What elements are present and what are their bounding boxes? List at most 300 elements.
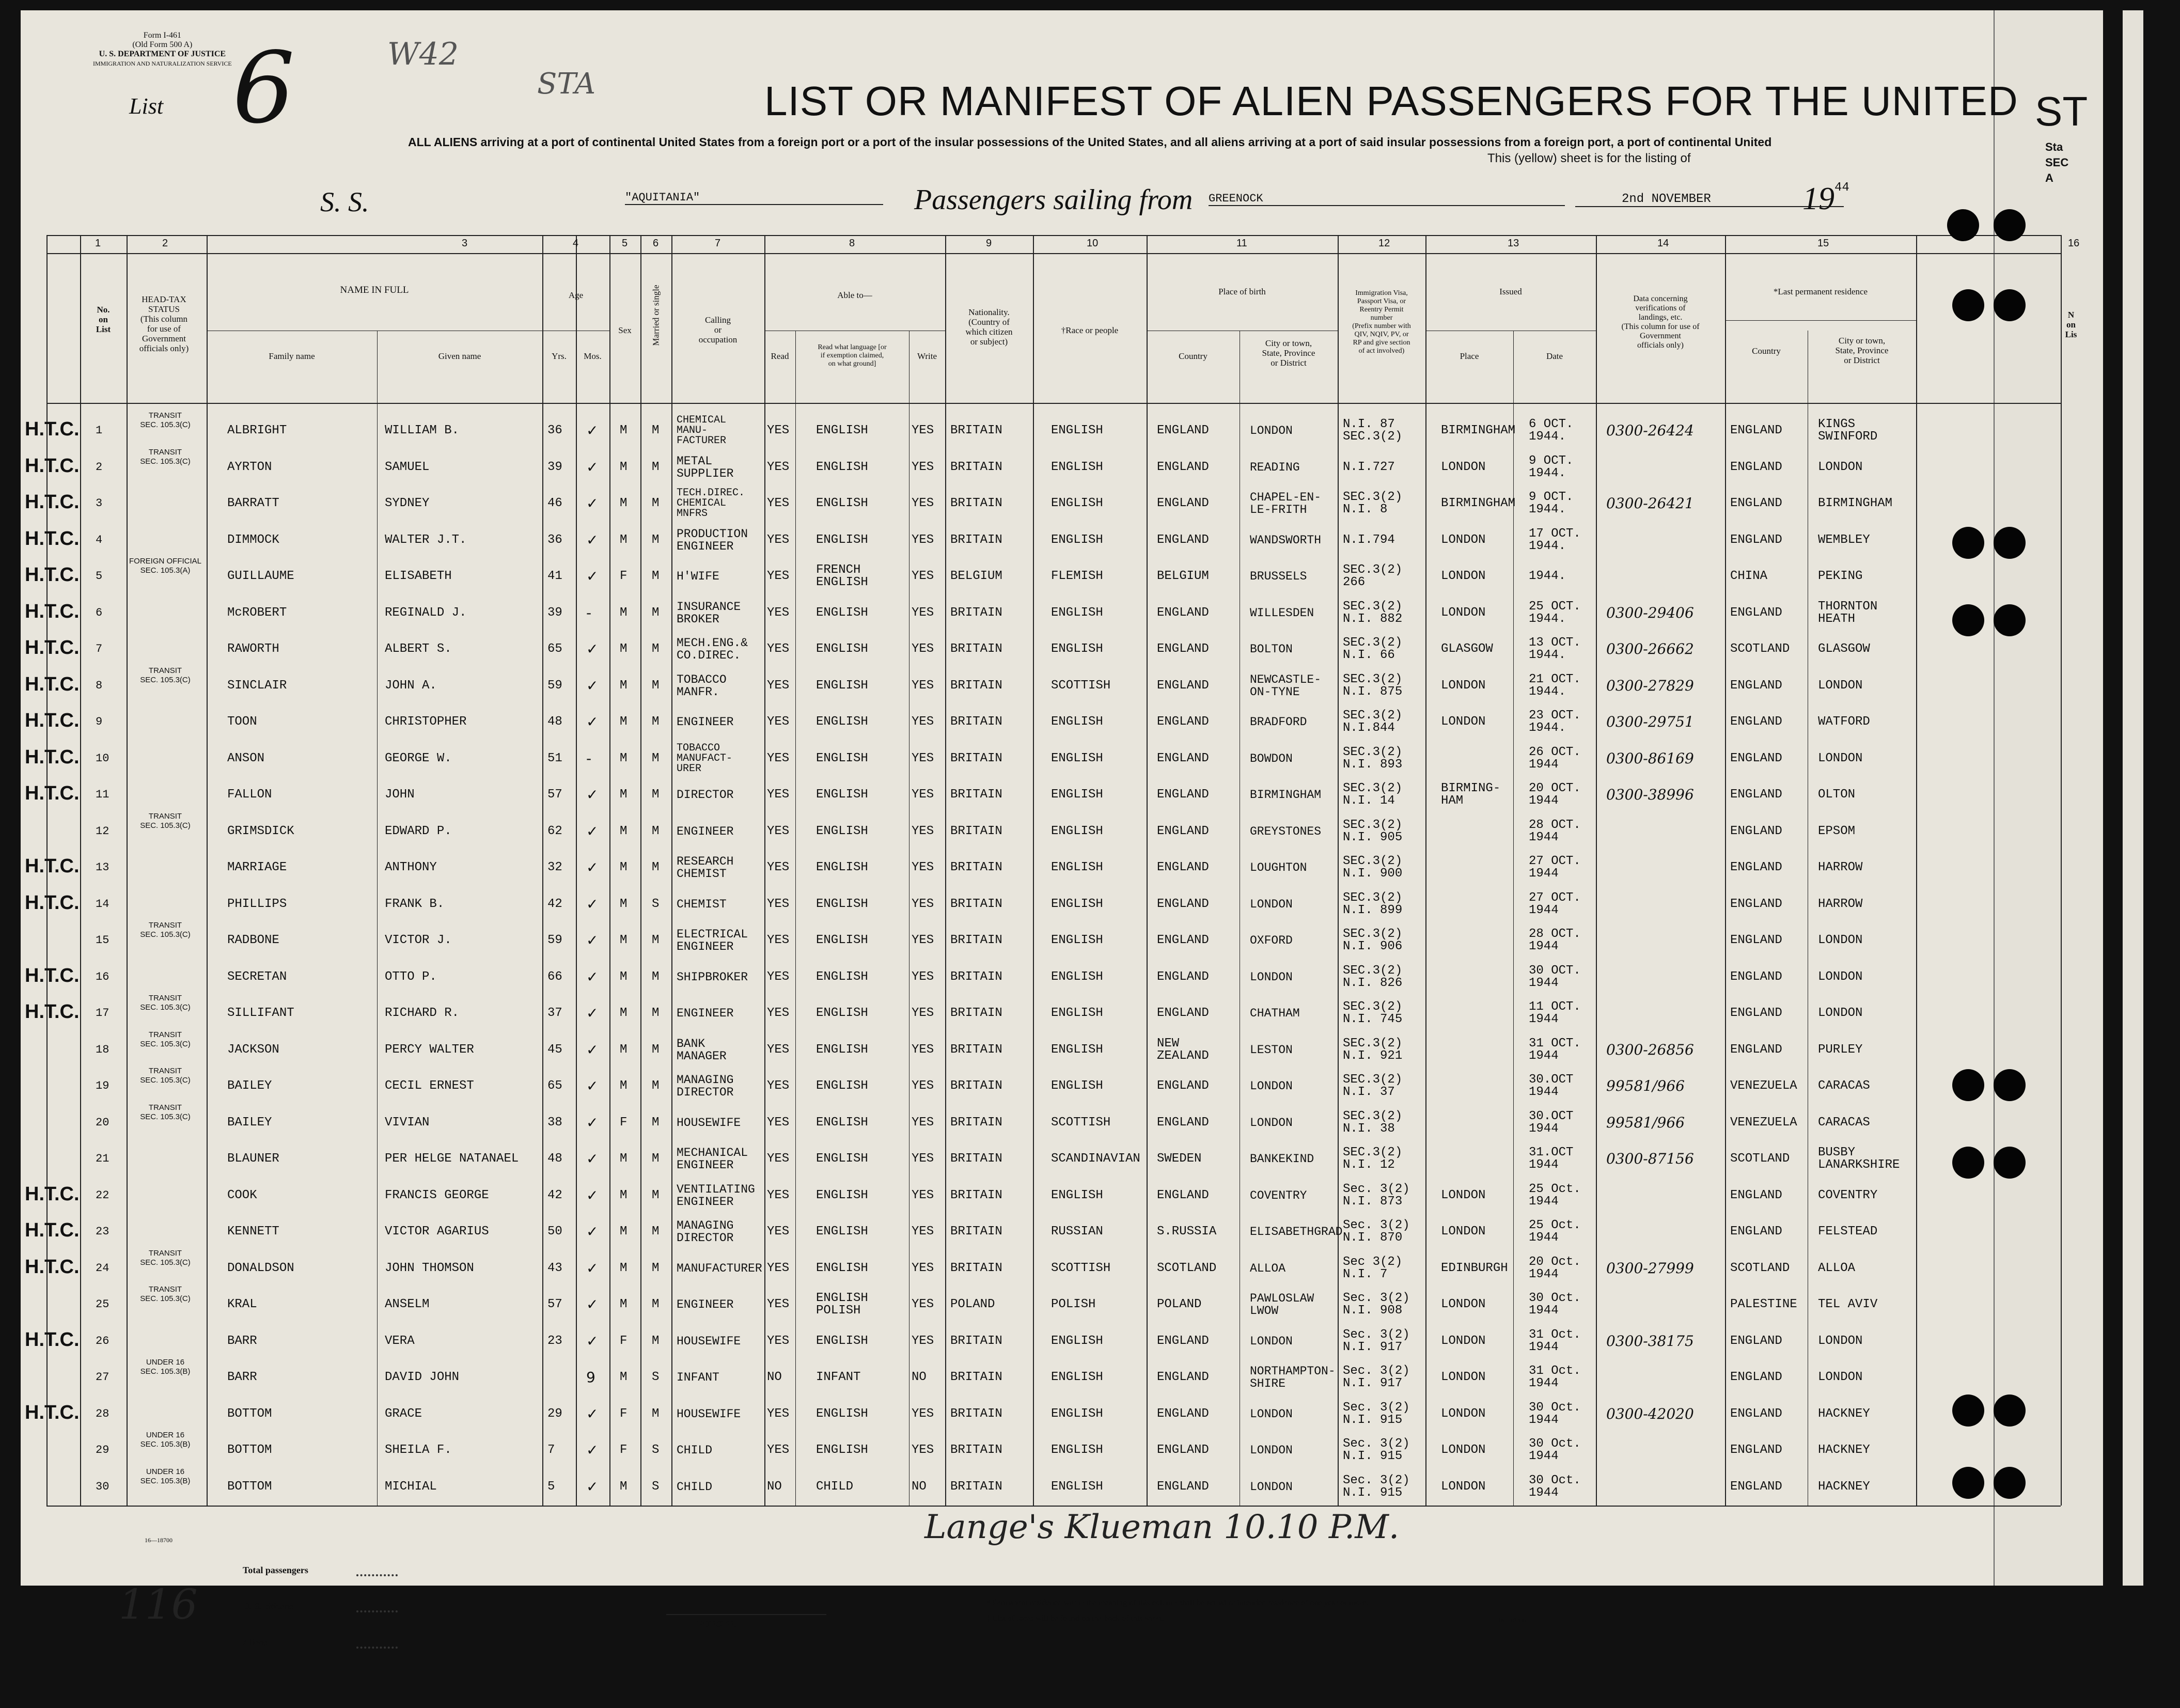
nationality: BRITAIN <box>950 715 1002 729</box>
visa-number: SEC.3(2) N.I. 8 <box>1343 490 1403 516</box>
age-years: 65 <box>547 1079 562 1093</box>
column-number: 10 <box>1087 238 1099 249</box>
row-number: 18 <box>96 1043 109 1056</box>
residence-country: ENGLAND <box>1730 1334 1782 1348</box>
given-name: CHRISTOPHER <box>385 715 467 729</box>
can-write: YES <box>912 605 934 620</box>
list-label: List <box>129 93 164 119</box>
row-number: 16 <box>96 970 109 983</box>
read-language: ENGLISH <box>816 1188 868 1202</box>
row-number: 23 <box>96 1225 109 1238</box>
header-given: Given name <box>438 351 481 361</box>
birth-country: ENGLAND <box>1157 933 1209 947</box>
can-read: YES <box>767 715 790 729</box>
birth-city: LESTON <box>1250 1043 1293 1057</box>
header-sex: Sex <box>618 325 632 335</box>
nationality: BRITAIN <box>950 1079 1002 1093</box>
residence-country: ENGLAND <box>1730 496 1782 510</box>
issue-date: 30.OCT 1944 <box>1529 1073 1574 1099</box>
age-years: 41 <box>547 569 562 583</box>
marital-status: M <box>652 678 660 693</box>
sex: F <box>620 569 628 583</box>
age-years: 23 <box>547 1334 562 1348</box>
nationality: BRITAIN <box>950 751 1002 765</box>
age-years: 36 <box>547 532 562 547</box>
birth-country: ENGLAND <box>1157 496 1209 510</box>
race: SCANDINAVIAN <box>1051 1152 1140 1166</box>
age-months: ✓ <box>586 1223 599 1240</box>
family-name: DIMMOCK <box>227 532 279 547</box>
residence-city: BUSBY LANARKSHIRE <box>1818 1146 1900 1172</box>
issue-date: 28 OCT. 1944 <box>1529 927 1581 953</box>
nationality: BRITAIN <box>950 1042 1002 1057</box>
marital-status: M <box>652 569 660 583</box>
age-years: 59 <box>547 933 562 947</box>
given-name: MICHIAL <box>385 1479 437 1494</box>
nationality: BRITAIN <box>950 1188 1002 1202</box>
head-tax-status: UNDER 16 SEC. 105.3(B) <box>140 1358 191 1376</box>
head-tax-mark: H.T.C. <box>25 1001 80 1023</box>
birth-city: BANKEKIND <box>1250 1152 1314 1166</box>
birth-city: COVENTRY <box>1250 1188 1307 1202</box>
visa-number: SEC.3(2) N.I. 745 <box>1343 1000 1403 1026</box>
can-write: YES <box>912 1079 934 1093</box>
given-name: VERA <box>385 1334 415 1348</box>
race: ENGLISH <box>1051 1042 1103 1057</box>
can-read: YES <box>767 1261 790 1275</box>
race: ENGLISH <box>1051 1188 1103 1202</box>
can-write: YES <box>912 1225 934 1239</box>
visa-number: Sec 3(2) N.I. 7 <box>1343 1255 1403 1281</box>
can-read: YES <box>767 1042 790 1057</box>
verification: 0300-26421 <box>1606 495 1694 512</box>
grid-vline <box>2061 235 2062 1506</box>
head-tax-status: UNDER 16 SEC. 105.3(B) <box>140 1467 191 1485</box>
nationality: BRITAIN <box>950 1479 1002 1494</box>
sex: M <box>620 1079 628 1093</box>
given-name: OTTO P. <box>385 969 437 984</box>
birth-city: LOUGHTON <box>1250 861 1307 874</box>
occupation: ENGINEER <box>677 715 734 729</box>
can-write: YES <box>912 1261 934 1275</box>
sex: F <box>620 1406 628 1421</box>
can-read: YES <box>767 642 790 656</box>
family-name: BAILEY <box>227 1115 272 1130</box>
age-years: 39 <box>547 460 562 474</box>
verification: 0300-26662 <box>1606 640 1694 657</box>
given-name: RICHARD R. <box>385 1006 460 1020</box>
birth-country: ENGLAND <box>1157 1443 1209 1457</box>
header-yrs: Yrs. <box>552 351 567 361</box>
read-language: ENGLISH POLISH <box>816 1291 868 1318</box>
race: POLISH <box>1051 1297 1096 1311</box>
family-name: COOK <box>227 1188 257 1202</box>
residence-country: ENGLAND <box>1730 715 1782 729</box>
head-tax-mark: H.T.C. <box>25 491 80 513</box>
row-number: 12 <box>96 824 109 838</box>
head-tax-mark: H.T.C. <box>25 418 80 440</box>
age-months: ✓ <box>586 1150 599 1167</box>
residence-country: ENGLAND <box>1730 532 1782 547</box>
age-months: ✓ <box>586 1296 599 1313</box>
given-name: CECIL ERNEST <box>385 1079 474 1093</box>
subtitle-2: This (yellow) sheet is for the listing of <box>1487 151 1691 165</box>
column-number: 12 <box>1378 238 1390 249</box>
header-mos: Mos. <box>584 351 602 361</box>
issue-date: 30 OCT. 1944 <box>1529 963 1581 990</box>
head-tax-mark: H.T.C. <box>25 1328 80 1351</box>
race: ENGLISH <box>1051 496 1103 510</box>
sex: M <box>620 1042 628 1057</box>
given-name: JOHN <box>385 788 415 802</box>
given-name: REGINALD J. <box>385 605 467 620</box>
issue-place: LONDON <box>1441 1443 1486 1457</box>
sex: F <box>620 1334 628 1348</box>
visa-number: SEC.3(2) N.I. 38 <box>1343 1109 1403 1136</box>
birth-country: ENGLAND <box>1157 678 1209 693</box>
visa-number: Sec. 3(2) N.I. 873 <box>1343 1182 1410 1209</box>
issue-date: 31.OCT 1944 <box>1529 1146 1574 1172</box>
age-years: 51 <box>547 751 562 765</box>
sex: M <box>620 1479 628 1494</box>
age-months: ✓ <box>586 822 599 840</box>
issue-date: 6 OCT. 1944. <box>1529 417 1574 444</box>
birth-country: ENGLAND <box>1157 1406 1209 1421</box>
marital-status: M <box>652 1261 660 1275</box>
family-name: JACKSON <box>227 1042 279 1057</box>
read-language: ENGLISH <box>816 1406 868 1421</box>
residence-country: SCOTLAND <box>1730 642 1790 656</box>
residence-city: HACKNEY <box>1818 1406 1870 1421</box>
verification: 0300-27829 <box>1606 677 1694 694</box>
age-years: 59 <box>547 678 562 693</box>
marital-status: M <box>652 1042 660 1057</box>
header-head-tax: HEAD-TAX STATUS (This column for use of Government officials only) <box>139 294 189 353</box>
grid-hline <box>46 1506 2061 1507</box>
issue-place: LONDON <box>1441 532 1486 547</box>
race: FLEMISH <box>1051 569 1103 583</box>
birth-country: ENGLAND <box>1157 1006 1209 1020</box>
age-years: 57 <box>547 1297 562 1311</box>
ship-name: "AQUITANIA" <box>625 191 883 205</box>
head-tax-mark: H.T.C. <box>25 600 80 622</box>
grid-inner-vline <box>377 331 378 1506</box>
birth-country: ENGLAND <box>1157 860 1209 874</box>
column-number: 7 <box>715 238 721 249</box>
birth-city: PAWLOSLAW LWOW <box>1250 1292 1314 1318</box>
grid-vline <box>127 235 128 1506</box>
row-number: 27 <box>96 1371 109 1384</box>
nationality: BRITAIN <box>950 605 1002 620</box>
can-write: YES <box>912 860 934 874</box>
header-birth-city: City or town, State, Province or District <box>1262 338 1315 368</box>
footer-dotted-lines <box>356 1574 398 1576</box>
marital-status: M <box>652 642 660 656</box>
grid-hline <box>46 253 2061 254</box>
given-name: ANSELM <box>385 1297 430 1311</box>
race: ENGLISH <box>1051 1370 1103 1384</box>
sailing-label: Passengers sailing from <box>914 184 1193 216</box>
age-months: ✓ <box>586 895 599 913</box>
can-write: YES <box>912 897 934 911</box>
marital-status: M <box>652 751 660 765</box>
marital-status: M <box>652 969 660 984</box>
birth-city: LONDON <box>1250 1407 1293 1421</box>
race: SCOTTISH <box>1051 1115 1111 1130</box>
issue-date: 20 Oct. 1944 <box>1529 1255 1581 1281</box>
age-months: ✓ <box>586 1441 599 1459</box>
issue-place: LONDON <box>1441 1225 1486 1239</box>
residence-city: LONDON <box>1818 969 1863 984</box>
visa-number: SEC.3(2) N.I. 899 <box>1343 890 1403 917</box>
aliens-label: Aliens <box>243 1637 268 1648</box>
punch-hole <box>1994 209 2026 241</box>
column-number: 9 <box>986 238 992 249</box>
can-read: YES <box>767 1297 790 1311</box>
family-name: BOTTOM <box>227 1479 272 1494</box>
race: ENGLISH <box>1051 1006 1103 1020</box>
residence-country: ENGLAND <box>1730 1225 1782 1239</box>
verification: 0300-26424 <box>1606 422 1694 439</box>
issue-date: 25 Oct. 1944 <box>1529 1182 1581 1209</box>
grid-subline <box>1725 320 1916 321</box>
marital-status: M <box>652 1079 660 1093</box>
age-years: 36 <box>547 424 562 437</box>
marital-status: M <box>652 1225 660 1239</box>
age-years: 7 <box>547 1443 555 1457</box>
verification: 0300-29406 <box>1606 604 1694 621</box>
marital-status: M <box>652 1115 660 1130</box>
issue-place: LONDON <box>1441 569 1486 583</box>
birth-city: ALLOA <box>1250 1261 1286 1275</box>
nationality: BRITAIN <box>950 460 1002 474</box>
sex: F <box>620 1115 628 1130</box>
read-language: ENGLISH <box>816 1079 868 1093</box>
handwritten-count: 116 <box>119 1580 198 1628</box>
verification: 0300-38175 <box>1606 1332 1694 1350</box>
visa-number: SEC.3(2) N.I. 906 <box>1343 927 1403 953</box>
nationality: BELGIUM <box>950 569 1002 583</box>
family-name: BARRATT <box>227 496 279 510</box>
nationality: BRITAIN <box>950 496 1002 510</box>
nationality: BRITAIN <box>950 532 1002 547</box>
birth-country: ENGLAND <box>1157 1079 1209 1093</box>
header-place: Place <box>1460 351 1479 361</box>
sex: M <box>620 715 628 729</box>
age-months: ✓ <box>586 495 599 512</box>
can-read: YES <box>767 1115 790 1130</box>
row-number: 14 <box>96 897 109 911</box>
birth-country: SWEDEN <box>1157 1152 1202 1166</box>
header-nationality: Nationality. (Country of which citizen or subject) <box>965 307 1013 347</box>
age-years: 45 <box>547 1042 562 1057</box>
sex: M <box>620 460 628 474</box>
family-name: BARR <box>227 1370 257 1384</box>
marital-status: S <box>652 1443 660 1457</box>
row-number: 9 <box>96 715 103 728</box>
birth-city: ELISABETHGRAD <box>1250 1225 1343 1239</box>
sex: M <box>620 496 628 510</box>
can-write: YES <box>912 933 934 947</box>
can-write: YES <box>912 496 934 510</box>
header-last-res: *Last permanent residence <box>1773 287 1868 296</box>
age-months: ✓ <box>586 458 599 476</box>
family-name: ALBRIGHT <box>227 424 287 437</box>
head-tax-mark: H.T.C. <box>25 527 80 550</box>
nationality: BRITAIN <box>950 860 1002 874</box>
can-write: YES <box>912 1443 934 1457</box>
grid-vline <box>207 235 208 1506</box>
age-years: 38 <box>547 1115 562 1130</box>
can-write: YES <box>912 460 934 474</box>
issue-place: BIRMING- HAM <box>1441 781 1501 808</box>
header-age: Age <box>568 290 584 300</box>
marital-status: M <box>652 1152 660 1166</box>
residence-city: HACKNEY <box>1818 1479 1870 1494</box>
verification: 0300-38996 <box>1606 786 1694 803</box>
punch-hole <box>1952 527 1984 559</box>
race: ENGLISH <box>1051 1079 1103 1093</box>
row-number: 2 <box>96 460 103 474</box>
can-write: YES <box>912 751 934 765</box>
occupation: VENTILATING ENGINEER <box>677 1182 755 1209</box>
visa-number: SEC.3(2) N.I. 66 <box>1343 636 1403 662</box>
issue-place: EDINBURGH <box>1441 1261 1508 1275</box>
sex: M <box>620 969 628 984</box>
marital-status: M <box>652 860 660 874</box>
residence-city: CARACAS <box>1818 1079 1870 1093</box>
column-number: 13 <box>1508 238 1519 249</box>
port-name: GREENOCK <box>1209 192 1565 206</box>
subtitle: ALL ALIENS arriving at a port of continental United States from a foreign port or a port of the insular possessions of the United States, and all aliens arriving at a port of said insular possessions from a foreign port, a port of continental United <box>408 135 1772 149</box>
read-language: ENGLISH <box>816 678 868 693</box>
age-months: - <box>586 749 592 767</box>
given-name: WALTER J.T. <box>385 532 467 547</box>
race: SCOTTISH <box>1051 678 1111 693</box>
occupation: TOBACCO MANUFACT- URER <box>677 742 733 775</box>
issue-date: 26 OCT. 1944 <box>1529 745 1581 772</box>
occupation: INFANT <box>677 1371 719 1384</box>
form-number: 16—18700 <box>1498 1617 1526 1624</box>
visa-number: SEC.3(2) N.I.844 <box>1343 709 1403 735</box>
header-no: No. on List <box>96 305 111 334</box>
can-read: YES <box>767 1406 790 1421</box>
age-years: 39 <box>547 605 562 620</box>
issue-date: 30 Oct. 1944 <box>1529 1437 1581 1463</box>
column-number: 3 <box>462 238 468 249</box>
punch-hole <box>1994 604 2026 636</box>
age-years: 42 <box>547 897 562 911</box>
marital-status: M <box>652 1006 660 1020</box>
issue-date: 27 OCT. 1944 <box>1529 854 1581 881</box>
given-name: JOHN A. <box>385 678 437 693</box>
visa-number: Sec. 3(2) N.I. 870 <box>1343 1218 1410 1245</box>
birth-country: ENGLAND <box>1157 715 1209 729</box>
residence-city: ALLOA <box>1818 1261 1856 1275</box>
visa-number: N.I.794 <box>1343 532 1395 547</box>
header-read-what: Read what language [or if exemption claimed, on what ground] <box>818 343 887 368</box>
family-name: BLAUNER <box>227 1152 279 1166</box>
row-number: 26 <box>96 1334 109 1347</box>
issue-date: 20 OCT. 1944 <box>1529 781 1581 808</box>
read-language: ENGLISH <box>816 860 868 874</box>
issue-date: 30 Oct. 1944 <box>1529 1473 1581 1500</box>
grid-vline <box>671 235 672 1506</box>
birth-country: ENGLAND <box>1157 532 1209 547</box>
can-read: YES <box>767 1443 790 1457</box>
residence-city: PURLEY <box>1818 1042 1863 1057</box>
birth-city: LONDON <box>1250 1079 1293 1093</box>
residence-city: KINGS SWINFORD <box>1818 417 1878 444</box>
residence-city: THORNTON HEATH <box>1818 599 1878 626</box>
can-read: YES <box>767 678 790 693</box>
issue-place: LONDON <box>1441 1188 1486 1202</box>
read-language: FRENCH ENGLISH <box>816 563 868 589</box>
form-identifier: Form I-461 (Old Form 500 A) U. S. DEPARTMENT OF JUSTICE IMMIGRATION AND NATURALIZATION SERVICE <box>93 31 232 67</box>
visa-number: SEC.3(2) 266 <box>1343 563 1403 589</box>
page-title: LIST OR MANIFEST OF ALIEN PASSENGERS FOR THE UNITED <box>764 78 2018 124</box>
residence-country: VENEZUELA <box>1730 1115 1797 1130</box>
handwritten-mark: STA <box>537 67 596 101</box>
birth-country: ENGLAND <box>1157 1188 1209 1202</box>
age-months: ✓ <box>586 568 599 585</box>
grid-vline <box>640 235 641 1506</box>
race: ENGLISH <box>1051 605 1103 620</box>
issue-date: 13 OCT. 1944. <box>1529 636 1581 662</box>
age-months: ✓ <box>586 677 599 694</box>
can-read: YES <box>767 1188 790 1202</box>
family-name: KRAL <box>227 1297 257 1311</box>
visa-number: SEC.3(2) N.I. 12 <box>1343 1146 1403 1172</box>
read-language: ENGLISH <box>816 642 868 656</box>
handwritten-signature: Lange's Klueman 10.10 P.M. <box>924 1508 1400 1546</box>
read-language: ENGLISH <box>816 969 868 984</box>
header-read: Read <box>771 351 789 361</box>
marital-status: S <box>652 1370 660 1384</box>
read-language: ENGLISH <box>816 460 868 474</box>
head-tax-status: UNDER 16 SEC. 105.3(B) <box>140 1431 191 1449</box>
grid-vline <box>1596 235 1597 1506</box>
issue-place: LONDON <box>1441 460 1486 474</box>
punch-hole <box>1947 209 1979 241</box>
age-years: 37 <box>547 1006 562 1020</box>
sex: M <box>620 897 628 911</box>
occupation: CHEMIST <box>677 897 727 911</box>
family-name: FALLON <box>227 788 272 802</box>
row-number: 5 <box>96 570 103 583</box>
can-write: YES <box>912 642 934 656</box>
read-language: ENGLISH <box>816 605 868 620</box>
given-name: JOHN THOMSON <box>385 1261 474 1275</box>
family-name: BARR <box>227 1334 257 1348</box>
marital-status: S <box>652 1479 660 1494</box>
residence-city: COVENTRY <box>1818 1188 1878 1202</box>
race: RUSSIAN <box>1051 1225 1103 1239</box>
column-number: 6 <box>653 238 659 249</box>
given-name: SYDNEY <box>385 496 430 510</box>
issue-date: 11 OCT. 1944 <box>1529 1000 1581 1026</box>
occupation: DIRECTOR <box>677 788 734 802</box>
residence-city: TEL AVIV <box>1818 1297 1878 1311</box>
head-tax-mark: H.T.C. <box>25 964 80 986</box>
header-verif: Data concerning verifications of landings, etc. (This column for use of Government officials only) <box>1621 294 1700 350</box>
occupation: SHIPBROKER <box>677 970 748 984</box>
age-months: ✓ <box>586 1114 599 1131</box>
occupation: MANAGING DIRECTOR <box>677 1219 734 1245</box>
row-number: 21 <box>96 1152 109 1165</box>
age-months: - <box>586 604 592 621</box>
read-language: ENGLISH <box>816 1261 868 1275</box>
